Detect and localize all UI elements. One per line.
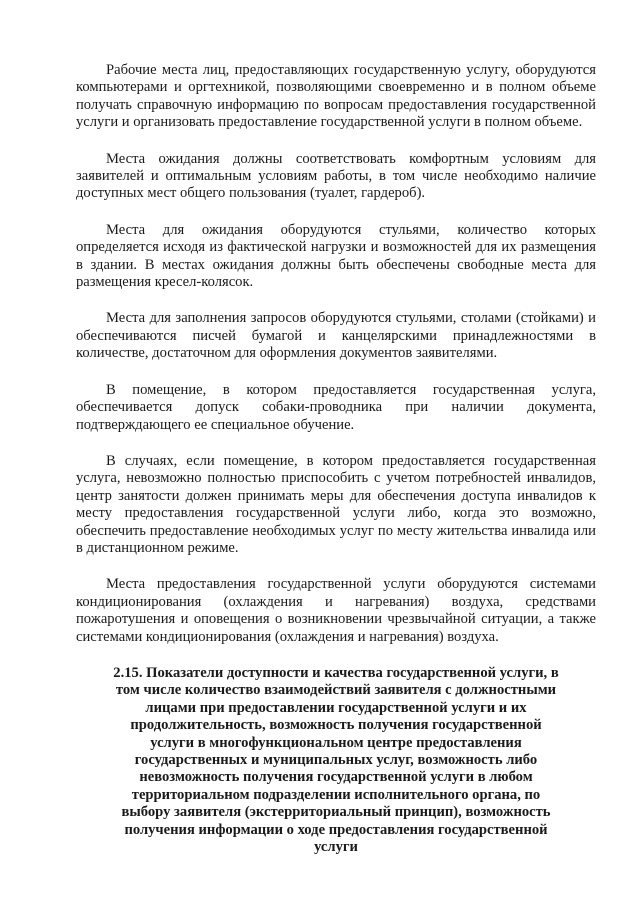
section-heading: 2.15. Показатели доступности и качества государственной услуги, в том числе количество взаимодействий заявителя с должностными лицами при предоставлении государственной услуги и их продолжительность, возможность получения государственной услуги в многофункциональном центре предоставления государственных и муниципальных услуг, возможность либо невозможность получения государственной услуги в любом территориальном подразделении исполнительного органа, по выбору заявителя (экстерриториальный принцип), возможность получения информации о ходе предоставления государственной услуги	[113, 664, 559, 856]
document-page	[76, 62, 596, 856]
paragraph-guide-dog: В помещение, в котором предоставляется государственная услуга, обеспечивается допуск собаки-проводника при наличии документа, подтверждающего ее специальное обучение.	[76, 381, 596, 433]
paragraph-workplaces: Рабочие места лиц, предоставляющих государственную услугу, оборудуются компьютерами и оргтехникой, позволяющими своевременно и в полном объеме получать справочную информацию по вопросам предоставления государственной услуги и организовать предоставление государственной услуги в полном объеме.	[76, 62, 596, 131]
paragraph-request-filling: Места для заполнения запросов оборудуются стульями, столами (стойками) и обеспечиваются писчей бумагой и канцелярскими принадлежностями в количестве, достаточном для оформления документов заявителями.	[76, 310, 596, 362]
paragraph-waiting-chairs: Места для ожидания оборудуются стульями, количество которых определяется исходя из фактической нагрузки и возможностей для их размещения в здании. В местах ожидания должны быть обеспечены свободные места для размещения кресел-колясок.	[76, 221, 596, 291]
paragraph-conditioning: Места предоставления государственной услуги оборудуются системами кондиционирования (охлаждения и нагревания) воздуха, средствами пожаротушения и оповещения о возникновении чрезвычайной ситуации, а также системами кондиционирования (охлаждения и нагревания) воздуха.	[76, 576, 596, 645]
paragraph-waiting-comfort: Места ожидания должны соответствовать комфортным условиям для заявителей и оптимальным условиям работы, в том числе необходимо наличие доступных мест общего пользования (туалет, гардероб).	[76, 150, 596, 202]
paragraph-disabled-access: В случаях, если помещение, в котором предоставляется государственная услуга, невозможно полностью приспособить с учетом потребностей инвалидов, центр занятости должен принимать меры для обеспечения доступа инвалидов к месту предоставления государственной услуги либо, когда это возможно, обеспечить предоставление необходимых услуг по месту жительства инвалида или в дистанционном режиме.	[76, 452, 596, 556]
